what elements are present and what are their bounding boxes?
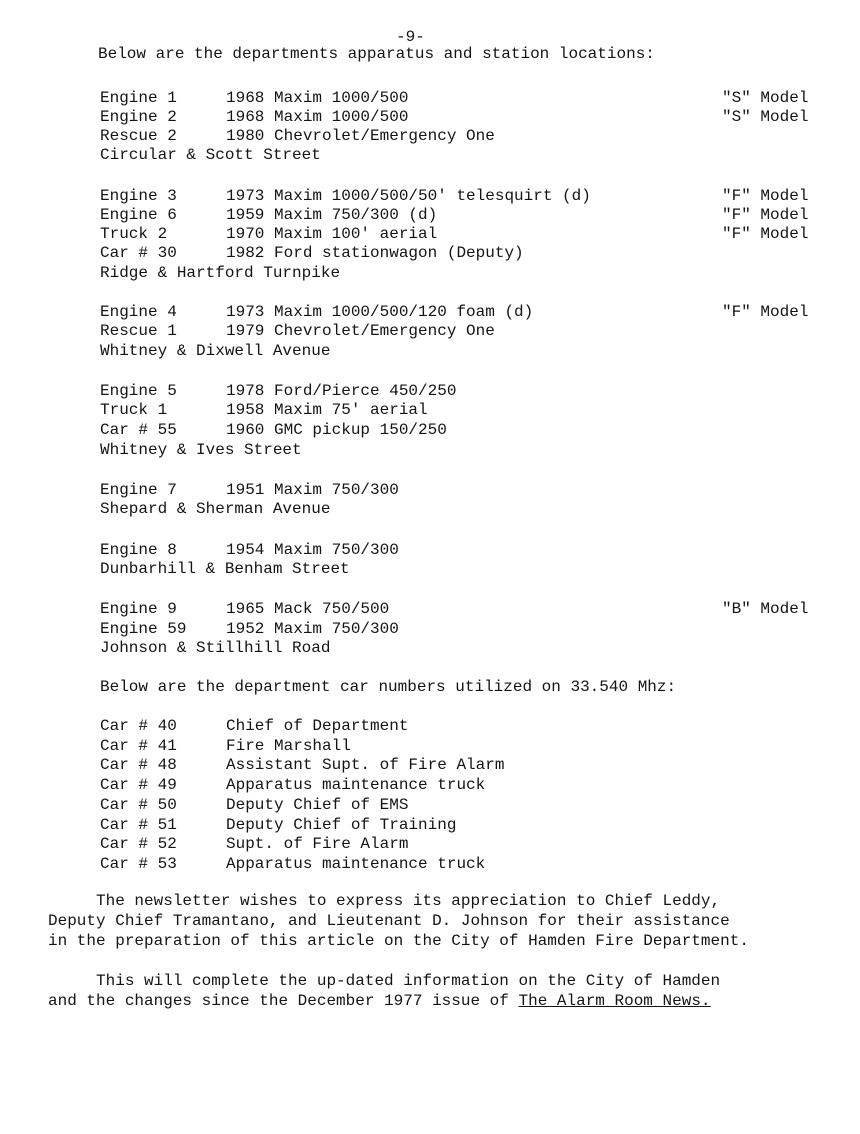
unit-name: Car # 55 xyxy=(100,421,177,439)
station-location: Whitney & Dixwell Avenue xyxy=(100,342,331,360)
unit-name: Engine 4 xyxy=(100,303,177,321)
car-number: Car # 52 xyxy=(100,835,177,854)
apparatus-intro: Below are the departments apparatus and station locations: xyxy=(98,45,655,63)
station-location: Whitney & Ives Street xyxy=(100,441,302,459)
station-location: Johnson & Stillhill Road xyxy=(100,639,331,657)
apparatus-description: 1970 Maxim 100' aerial xyxy=(226,225,438,243)
model-designation: "F" Model xyxy=(722,225,809,243)
model-designation: "F" Model xyxy=(722,187,809,205)
unit-name: Car # 30 xyxy=(100,244,177,262)
unit-name: Engine 9 xyxy=(100,600,177,618)
apparatus-description: 1968 Maxim 1000/500 xyxy=(226,89,409,107)
unit-name: Truck 1 xyxy=(100,401,168,419)
unit-name: Engine 7 xyxy=(100,481,177,499)
car-number: Car # 40 xyxy=(100,717,177,735)
car-assignment: Apparatus maintenance truck xyxy=(226,776,486,795)
unit-name: Rescue 1 xyxy=(100,322,177,340)
car-assignment: Fire Marshall xyxy=(226,736,351,755)
publication-title: The Alarm Room News. xyxy=(518,992,711,1010)
car-number: Car # 41 xyxy=(100,736,177,755)
paragraph-line: in the preparation of this article on the City of Hamden Fire Department. xyxy=(48,932,749,950)
model-designation: "B" Model xyxy=(722,600,809,618)
car-number: Car # 48 xyxy=(100,756,177,775)
car-number: Car # 50 xyxy=(100,795,177,814)
paragraph-line: Deputy Chief Tramantano, and Lieutenant D. Johnson for their assistance xyxy=(48,912,730,930)
unit-name: Engine 1 xyxy=(100,89,177,107)
apparatus-description: 1973 Maxim 1000/500/50' telesquirt (d) xyxy=(226,187,591,205)
apparatus-description: 1979 Chevrolet/Emergency One xyxy=(226,322,495,340)
car-number: Car # 49 xyxy=(100,776,177,795)
car-assignment: Supt. of Fire Alarm xyxy=(226,835,409,854)
model-designation: "S" Model xyxy=(722,108,809,126)
station-location: Dunbarhill & Benham Street xyxy=(100,560,350,578)
closing-paragraph xyxy=(48,971,838,1011)
unit-name: Engine 8 xyxy=(100,541,177,559)
car-assignment: Deputy Chief of Training xyxy=(226,815,457,834)
unit-name: Engine 59 xyxy=(100,620,187,638)
unit-name: Engine 2 xyxy=(100,108,177,126)
acknowledgement-paragraph xyxy=(48,891,838,951)
apparatus-description: 1973 Maxim 1000/500/120 foam (d) xyxy=(226,303,534,321)
model-designation: "F" Model xyxy=(722,303,809,321)
model-designation: "S" Model xyxy=(722,89,809,107)
car-assignment: Apparatus maintenance truck xyxy=(226,854,486,873)
car-number: Car # 51 xyxy=(100,815,177,834)
car-number: Car # 53 xyxy=(100,854,177,873)
unit-name: Rescue 2 xyxy=(100,127,177,145)
car-assignment: Chief of Department xyxy=(226,717,409,735)
apparatus-description: 1951 Maxim 750/300 xyxy=(226,481,399,499)
paragraph-line: This will complete the up-dated information on the City of Hamden xyxy=(48,972,721,990)
unit-name: Engine 6 xyxy=(100,206,177,224)
apparatus-description: 1960 GMC pickup 150/250 xyxy=(226,421,447,439)
apparatus-description: 1980 Chevrolet/Emergency One xyxy=(226,127,495,145)
apparatus-description: 1952 Maxim 750/300 xyxy=(226,620,399,638)
unit-name: Engine 3 xyxy=(100,187,177,205)
apparatus-description: 1959 Maxim 750/300 (d) xyxy=(226,206,438,224)
paragraph-line xyxy=(48,991,838,1011)
apparatus-description: 1958 Maxim 75' aerial xyxy=(226,401,428,419)
unit-name: Truck 2 xyxy=(100,225,168,243)
station-location: Shepard & Sherman Avenue xyxy=(100,500,331,518)
apparatus-description: 1982 Ford stationwagon (Deputy) xyxy=(226,244,524,262)
station-location: Ridge & Hartford Turnpike xyxy=(100,264,341,282)
apparatus-description: 1968 Maxim 1000/500 xyxy=(226,108,409,126)
unit-name: Engine 5 xyxy=(100,382,177,400)
car-assignment: Assistant Supt. of Fire Alarm xyxy=(226,756,505,775)
paragraph-text: and the changes since the December 1977 issue of xyxy=(48,992,519,1010)
station-location: Circular & Scott Street xyxy=(100,146,321,164)
page-number: -9- xyxy=(396,28,425,46)
model-designation: "F" Model xyxy=(722,206,809,224)
car-numbers-intro: Below are the department car numbers utilized on 33.540 Mhz: xyxy=(100,678,677,696)
car-assignment: Deputy Chief of EMS xyxy=(226,795,409,814)
apparatus-description: 1965 Mack 750/500 xyxy=(226,600,390,618)
apparatus-description: 1978 Ford/Pierce 450/250 xyxy=(226,382,457,400)
apparatus-description: 1954 Maxim 750/300 xyxy=(226,541,399,559)
paragraph-line: The newsletter wishes to express its appreciation to Chief Leddy, xyxy=(48,892,721,910)
